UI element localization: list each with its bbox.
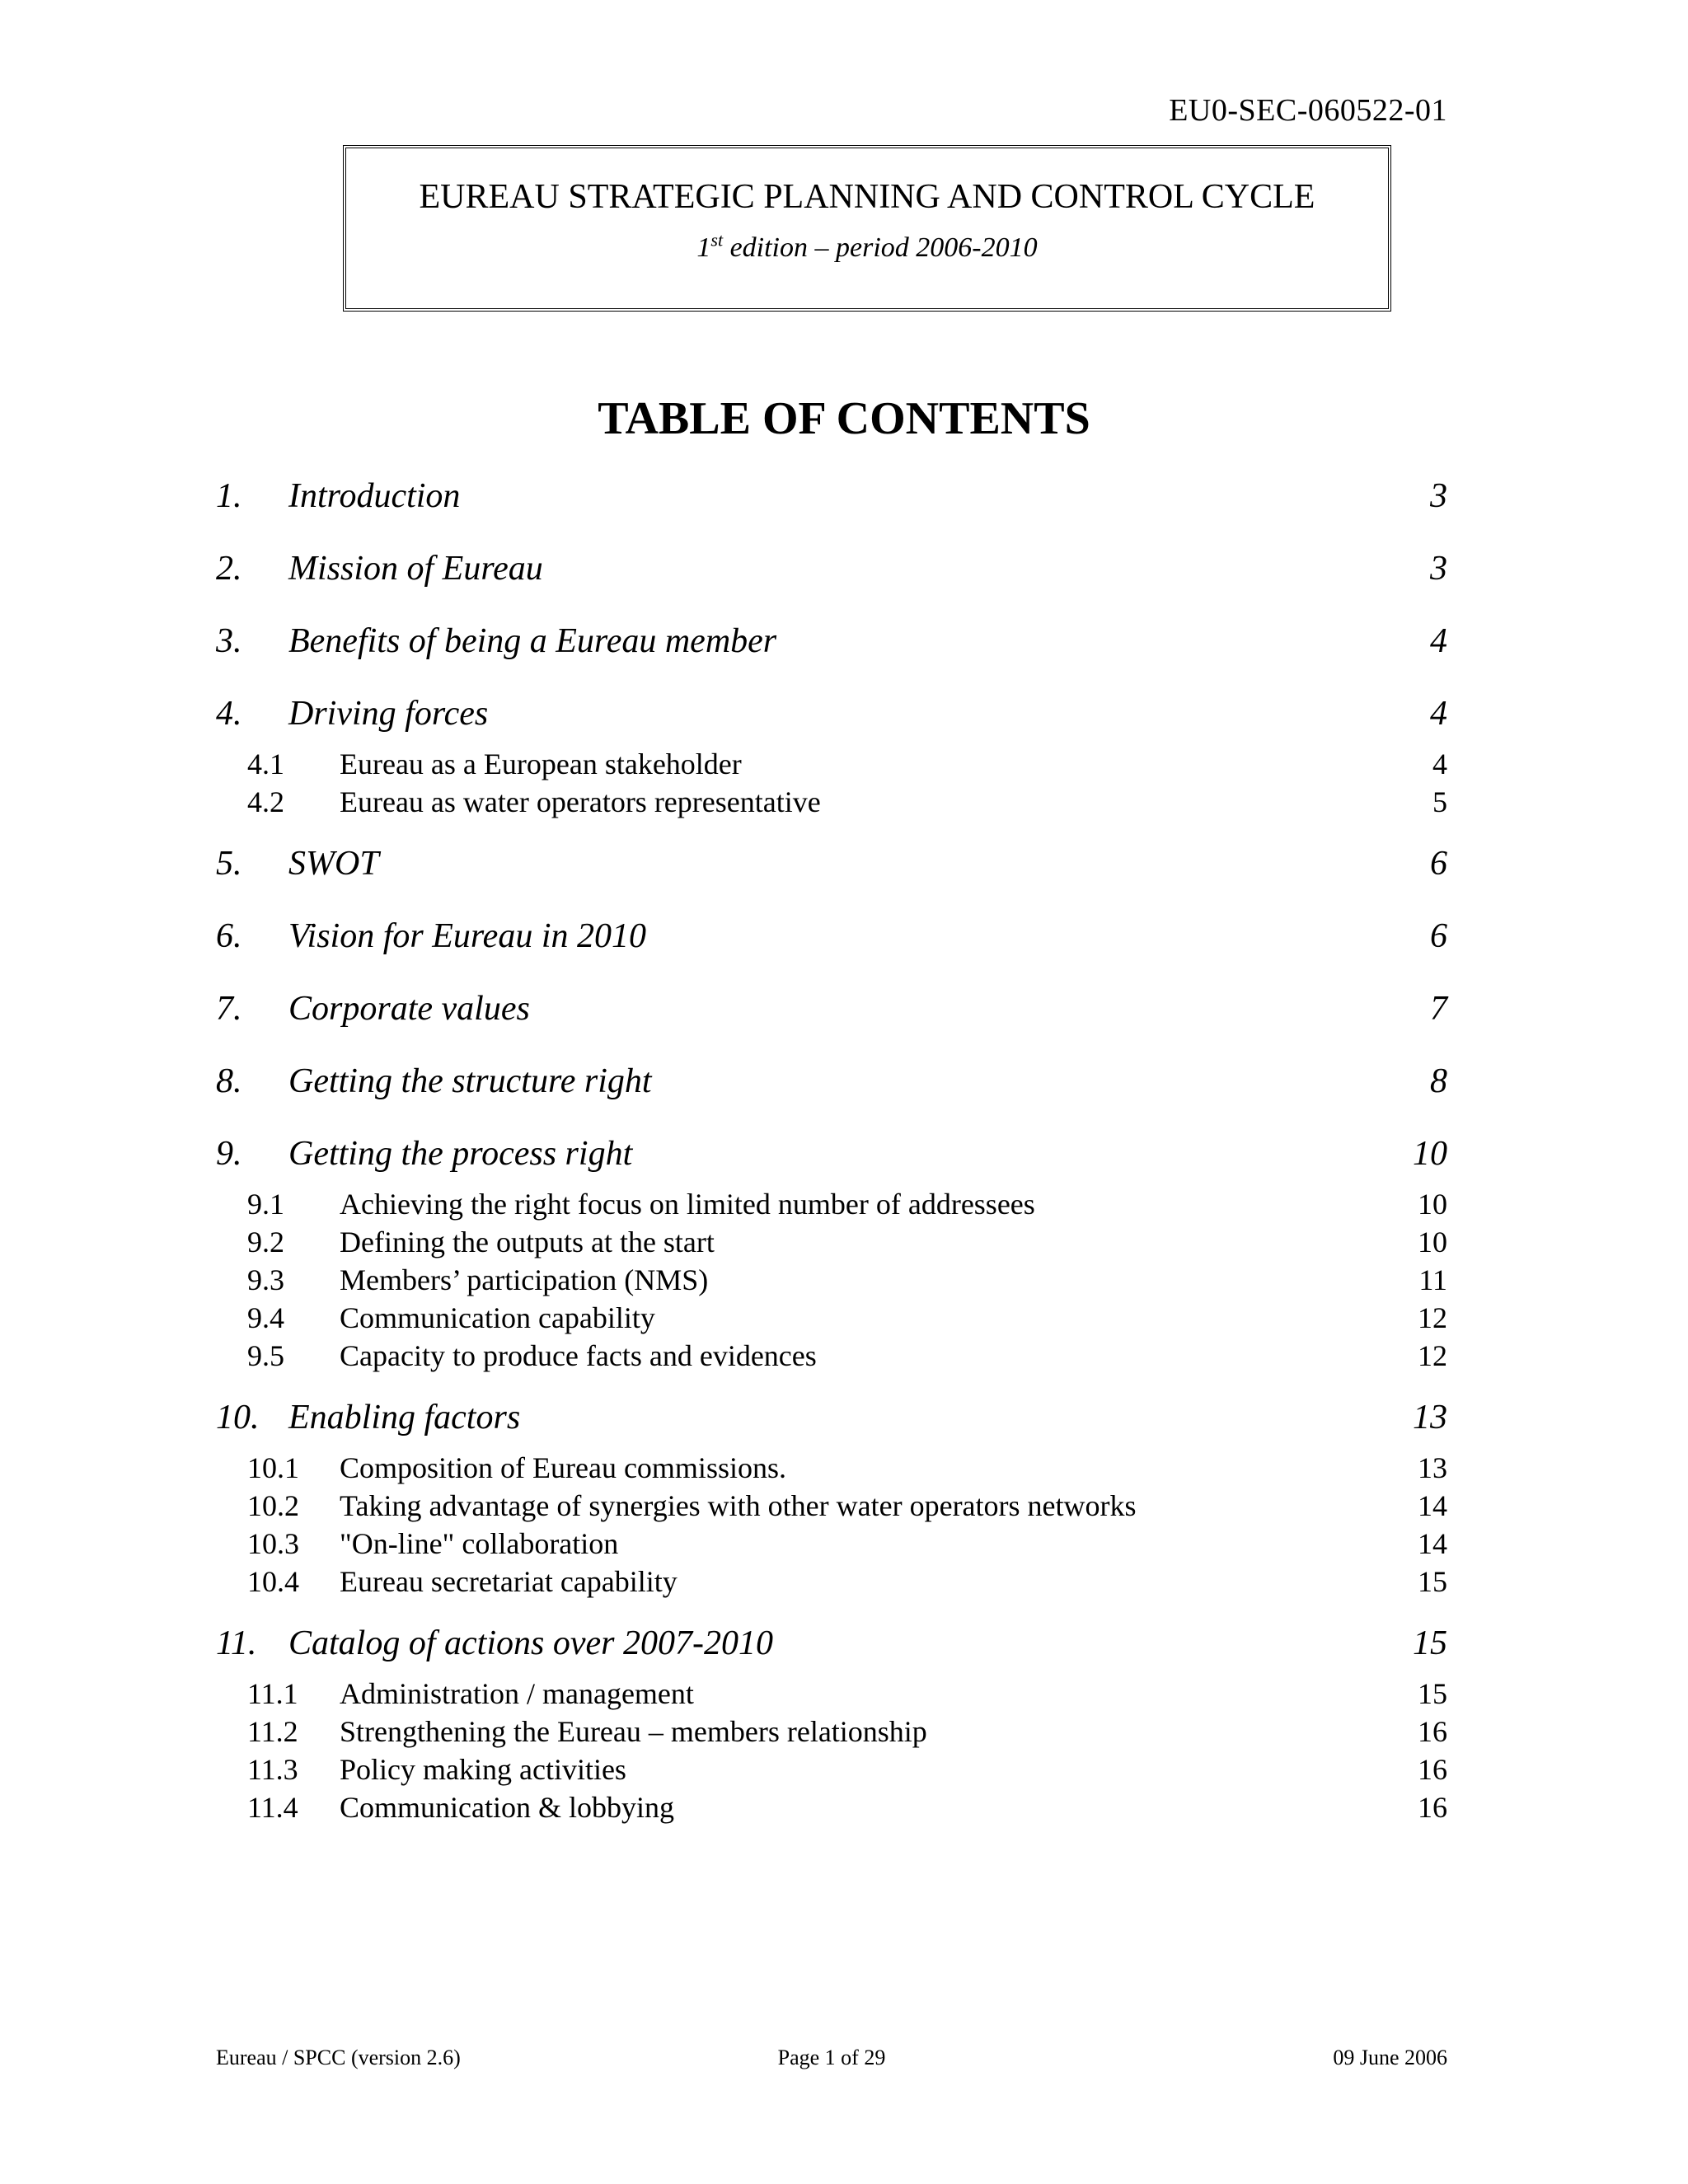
toc-subentry-page: 12 xyxy=(1418,1301,1447,1334)
edition-number: 1 xyxy=(696,232,711,263)
toc-subentry-page: 12 xyxy=(1418,1339,1447,1372)
toc-subentry-label: Composition of Eureau commissions. xyxy=(340,1451,786,1484)
toc-subentry[interactable] xyxy=(216,747,1447,790)
toc-entry-number: 4. xyxy=(216,695,242,733)
toc-subentry-number: 9.3 xyxy=(247,1263,284,1296)
toc-subentry-number: 11.4 xyxy=(247,1791,298,1824)
toc-subentry-page: 14 xyxy=(1418,1489,1447,1522)
page-footer xyxy=(216,2046,1447,2079)
toc-entry[interactable] xyxy=(216,844,1447,900)
toc-subentry-label: Communication capability xyxy=(340,1301,655,1334)
toc-entry-page: 3 xyxy=(1430,477,1447,515)
toc-entry-label: Driving forces xyxy=(288,695,489,733)
toc-entry-label: Mission of Eureau xyxy=(288,550,543,588)
toc-subentry-label: "On-line" collaboration xyxy=(340,1527,619,1560)
toc-subsection-list xyxy=(216,1187,1447,1381)
toc-subentry[interactable] xyxy=(216,1301,1447,1343)
toc-entry[interactable] xyxy=(216,549,1447,605)
toc-entry-number: 3. xyxy=(216,622,242,660)
toc-subentry-page: 5 xyxy=(1432,785,1447,818)
toc-entry-number: 1. xyxy=(216,477,242,515)
toc-subentry-number: 10.1 xyxy=(247,1451,299,1484)
footer-page-number: Page 1 of 29 xyxy=(777,2046,886,2069)
toc-entry[interactable] xyxy=(216,1398,1447,1454)
toc-entry-label: Vision for Eureau in 2010 xyxy=(288,917,646,955)
edition-suffix: st xyxy=(710,229,724,251)
toc-entry-label: Corporate values xyxy=(288,990,530,1028)
toc-subentry-label: Communication & lobbying xyxy=(340,1791,674,1824)
toc-subsection-list xyxy=(216,1451,1447,1607)
toc-subentry-number: 9.2 xyxy=(247,1226,284,1258)
toc-subentry-page: 15 xyxy=(1418,1565,1447,1598)
toc-subentry-page: 10 xyxy=(1418,1188,1447,1221)
toc-subentry-number: 10.2 xyxy=(247,1489,299,1522)
toc-entry-page: 13 xyxy=(1413,1399,1447,1436)
toc-section xyxy=(216,916,1447,972)
toc-subentry-page: 15 xyxy=(1418,1677,1447,1710)
toc-subentry[interactable] xyxy=(216,1338,1447,1381)
toc-subentry-number: 9.1 xyxy=(247,1188,284,1221)
toc-entry-page: 8 xyxy=(1430,1062,1447,1100)
toc-subentry-number: 11.2 xyxy=(247,1715,298,1748)
toc-subentry-number: 4.2 xyxy=(247,785,284,818)
toc-subentry-page: 13 xyxy=(1418,1451,1447,1484)
toc-subentry-label: Defining the outputs at the start xyxy=(340,1226,715,1258)
toc-subentry[interactable] xyxy=(216,1488,1447,1531)
toc-subentry-number: 10.3 xyxy=(247,1527,299,1560)
toc-subentry-number: 9.4 xyxy=(247,1301,284,1334)
toc-subentry-label: Eureau as water operators representative xyxy=(340,785,821,818)
edition-period: edition – period 2006-2010 xyxy=(723,232,1038,263)
toc-subentry[interactable] xyxy=(216,1564,1447,1607)
toc-subentry-page: 14 xyxy=(1418,1527,1447,1560)
toc-subentry-page: 4 xyxy=(1432,748,1447,780)
toc-entry-number: 8. xyxy=(216,1062,242,1100)
toc-subentry-label: Achieving the right focus on limited number of addressees xyxy=(340,1188,1035,1221)
toc-subentry-number: 11.3 xyxy=(247,1753,298,1786)
toc-entry-number: 5. xyxy=(216,845,242,883)
toc-entry[interactable] xyxy=(216,476,1447,532)
toc-entry-label: Benefits of being a Eureau member xyxy=(288,622,777,660)
toc-heading: TABLE OF CONTENTS xyxy=(598,393,1090,444)
toc-entry-number: 11. xyxy=(216,1624,257,1662)
toc-entry-page: 15 xyxy=(1413,1624,1447,1662)
toc-entry[interactable] xyxy=(216,989,1447,1045)
toc-subentry-label: Taking advantage of synergies with other water operators networks xyxy=(340,1489,1137,1522)
toc-entry-number: 10. xyxy=(216,1399,260,1436)
toc-subentry-page: 10 xyxy=(1418,1226,1447,1258)
toc-entry-page: 4 xyxy=(1430,622,1447,660)
toc-entry-page: 3 xyxy=(1430,550,1447,588)
toc-subentry[interactable] xyxy=(216,1187,1447,1230)
toc-subentry[interactable] xyxy=(216,1225,1447,1268)
toc-entry-number: 2. xyxy=(216,550,242,588)
toc-entry[interactable] xyxy=(216,621,1447,677)
toc-subentry-label: Strengthening the Eureau – members relationship xyxy=(340,1715,927,1748)
toc-section xyxy=(216,549,1447,605)
toc-subentry-label: Administration / management xyxy=(340,1677,694,1710)
toc-entry-page: 10 xyxy=(1413,1135,1447,1173)
toc-subentry[interactable] xyxy=(216,1526,1447,1569)
toc-subsection-list xyxy=(216,1676,1447,1833)
toc-subentry-number: 4.1 xyxy=(247,748,284,780)
toc-entry-page: 6 xyxy=(1430,845,1447,883)
document-reference: EU0-SEC-060522-01 xyxy=(1169,93,1447,128)
footer-version: Eureau / SPCC (version 2.6) xyxy=(216,2046,461,2069)
title-box xyxy=(343,145,1391,312)
toc-section xyxy=(216,989,1447,1045)
toc-entry-label: Getting the process right xyxy=(288,1135,633,1173)
toc-subentry-label: Eureau as a European stakeholder xyxy=(340,748,742,780)
toc-subentry-page: 16 xyxy=(1418,1753,1447,1786)
toc-entry-label: SWOT xyxy=(288,845,379,883)
toc-subentry-page: 16 xyxy=(1418,1715,1447,1748)
toc-entry[interactable] xyxy=(216,916,1447,972)
toc-entry-number: 6. xyxy=(216,917,242,955)
toc-entry-number: 7. xyxy=(216,990,242,1028)
toc-subentry-number: 11.1 xyxy=(247,1677,298,1710)
toc-section xyxy=(216,1062,1447,1118)
toc-entry[interactable] xyxy=(216,694,1447,750)
toc-subsection-list xyxy=(216,747,1447,827)
toc-section xyxy=(216,1624,1447,1833)
toc-entry[interactable] xyxy=(216,1134,1447,1190)
toc-subentry-page: 11 xyxy=(1418,1263,1447,1296)
document-title: EUREAU STRATEGIC PLANNING AND CONTROL CYCLE xyxy=(419,178,1315,216)
toc-subentry-label: Policy making activities xyxy=(340,1753,626,1786)
toc-entry-label: Introduction xyxy=(288,477,461,515)
toc-entry-label: Getting the structure right xyxy=(288,1062,652,1100)
toc-entry-page: 4 xyxy=(1430,695,1447,733)
toc-section xyxy=(216,476,1447,532)
toc-section xyxy=(216,694,1447,827)
toc-entry[interactable] xyxy=(216,1062,1447,1118)
footer-date: 09 June 2006 xyxy=(1333,2046,1447,2069)
toc-subentry[interactable] xyxy=(216,1752,1447,1795)
toc-subentry[interactable] xyxy=(216,1714,1447,1757)
toc-section xyxy=(216,1134,1447,1381)
toc-subentry-number: 9.5 xyxy=(247,1339,284,1372)
toc-entry-page: 6 xyxy=(1430,917,1447,955)
toc-subentry-number: 10.4 xyxy=(247,1565,299,1598)
toc-subentry[interactable] xyxy=(216,1790,1447,1833)
toc-entry-page: 7 xyxy=(1430,990,1447,1028)
toc-subentry[interactable] xyxy=(216,1451,1447,1493)
toc-entry[interactable] xyxy=(216,1624,1447,1680)
toc-entry-number: 9. xyxy=(216,1135,242,1173)
toc-entry-label: Enabling factors xyxy=(288,1399,521,1436)
table-of-contents xyxy=(216,476,1447,1849)
toc-subentry-label: Capacity to produce facts and evidences xyxy=(340,1339,817,1372)
toc-entry-label: Catalog of actions over 2007-2010 xyxy=(288,1624,773,1662)
document-edition xyxy=(346,229,1388,263)
toc-subentry[interactable] xyxy=(216,785,1447,827)
toc-subentry-page: 16 xyxy=(1418,1791,1447,1824)
toc-subentry-label: Members’ participation (NMS) xyxy=(340,1263,709,1296)
toc-section xyxy=(216,621,1447,677)
toc-section xyxy=(216,844,1447,900)
toc-section xyxy=(216,1398,1447,1607)
toc-subentry-label: Eureau secretariat capability xyxy=(340,1565,678,1598)
toc-subentry[interactable] xyxy=(216,1676,1447,1719)
toc-subentry[interactable] xyxy=(216,1263,1447,1305)
